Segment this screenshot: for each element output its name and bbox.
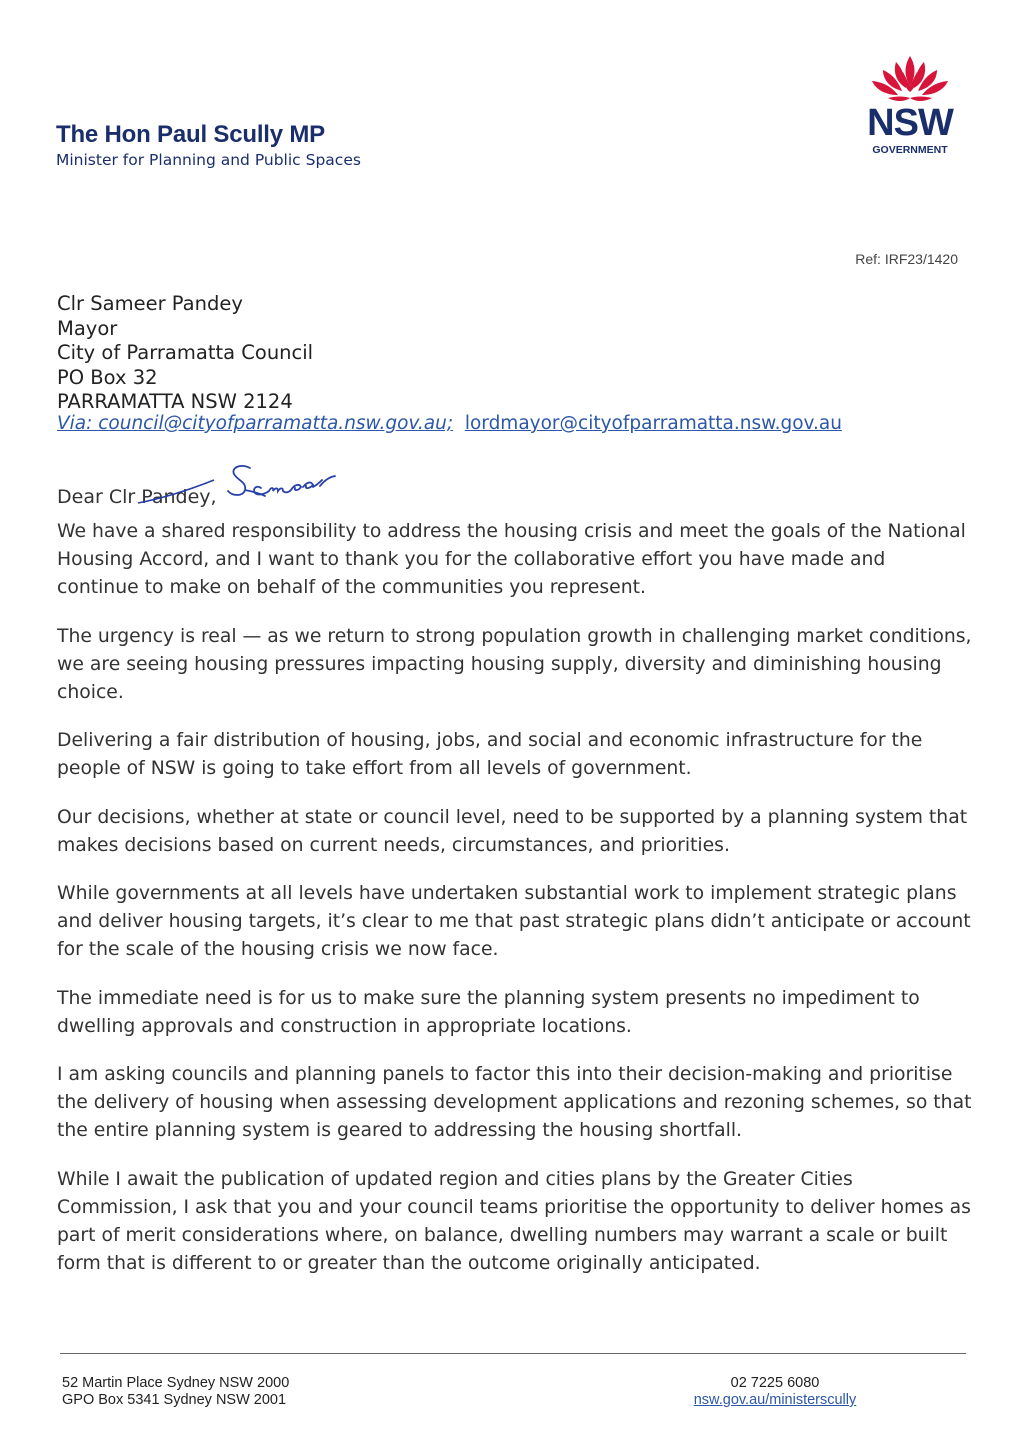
handwritten-first-name xyxy=(225,460,355,505)
footer-contact xyxy=(640,1375,910,1409)
body-paragraph: Delivering a fair distribution of housing, jobs, and social and economic infrastructure for the people of NSW is going to take effort from all levels of government. xyxy=(57,730,923,779)
body-paragraph: While I await the publication of updated region and cities plans by the Greater Cities Commission, I ask that you and your council teams prioritise the opportunity to deliver homes as part of merit considerations where, on balance, dwelling numbers may warrant a scale or built form that is different to or greater than the outcome originally anticipated. xyxy=(57,1168,971,1274)
body-paragraph: Our decisions, whether at state or council level, need to be supported by a planning system that makes decisions based on current needs, circumstances, and priorities. xyxy=(57,806,968,856)
lordmayor-email-link[interactable]: lordmayor@cityofparramatta.nsw.gov.au xyxy=(464,413,842,434)
body-paragraph: While governments at all levels have undertaken substantial work to implement strategic plans and deliver housing targets, it’s clear to me that past strategic plans didn’t anticipate or account for the scale of the housing crisis we now face. xyxy=(57,883,971,960)
address-line: City of Parramatta Council xyxy=(57,341,314,364)
body-paragraph: We have a shared responsibility to address the housing crisis and meet the goals of the National Housing Accord, and I want to thank you for the collaborative effort you have made and continue to make on behalf of the communities you represent. xyxy=(57,521,966,598)
body-paragraph: I am asking councils and planning panels to factor this into their decision-making and prioritise the delivery of housing when assessing development applications and rezoning schemes, so that the entire planning system is geared to addressing the housing shortfall. xyxy=(57,1064,972,1141)
address-line: Mayor xyxy=(57,316,118,340)
letter-body xyxy=(57,518,972,1298)
logo-government-text: GOVERNMENT xyxy=(872,144,948,156)
body-paragraph: The immediate need is for us to make sure the planning system presents no impediment to dwelling approvals and construction in appropriate locations. xyxy=(57,987,920,1037)
minister-title: Minister for Planning and Public Spaces xyxy=(56,151,361,169)
body-paragraph: The urgency is real — as we return to strong population growth in challenging market conditions, we are seeing housing pressures impacting housing supply, diversity and diminishing housing choice. xyxy=(57,625,972,703)
address-line: Clr Sameer Pandey xyxy=(57,292,243,315)
via-emails xyxy=(57,413,842,434)
footer-website-link[interactable]: nsw.gov.au/ministerscully xyxy=(693,1392,857,1408)
logo-nsw-text: NSW xyxy=(867,102,953,144)
salutation-comma: , xyxy=(210,486,217,508)
waratah-icon xyxy=(860,52,960,104)
minister-name: The Hon Paul Scully MP xyxy=(56,121,325,148)
council-email-link[interactable]: Via: council@cityofparramatta.nsw.gov.au; xyxy=(57,413,454,434)
address-line: PO Box 32 xyxy=(57,365,158,389)
recipient-address xyxy=(57,292,313,415)
footer-postal-address: GPO Box 5341 Sydney NSW 2001 xyxy=(62,1392,287,1408)
footer-phone: 02 7225 6080 xyxy=(730,1375,820,1391)
salutation-prefix: Dear Clr xyxy=(57,486,142,508)
footer-address xyxy=(62,1375,289,1409)
nsw-government-logo xyxy=(860,52,960,157)
footer-divider xyxy=(60,1353,966,1354)
address-line: PARRAMATTA NSW 2124 xyxy=(57,390,293,413)
handwritten-strike-mark xyxy=(134,476,234,506)
footer-street-address: 52 Martin Place Sydney NSW 2000 xyxy=(62,1375,290,1391)
struck-surname: Pandey xyxy=(141,486,211,508)
reference-number: Ref: IRF23/1420 xyxy=(855,251,958,267)
